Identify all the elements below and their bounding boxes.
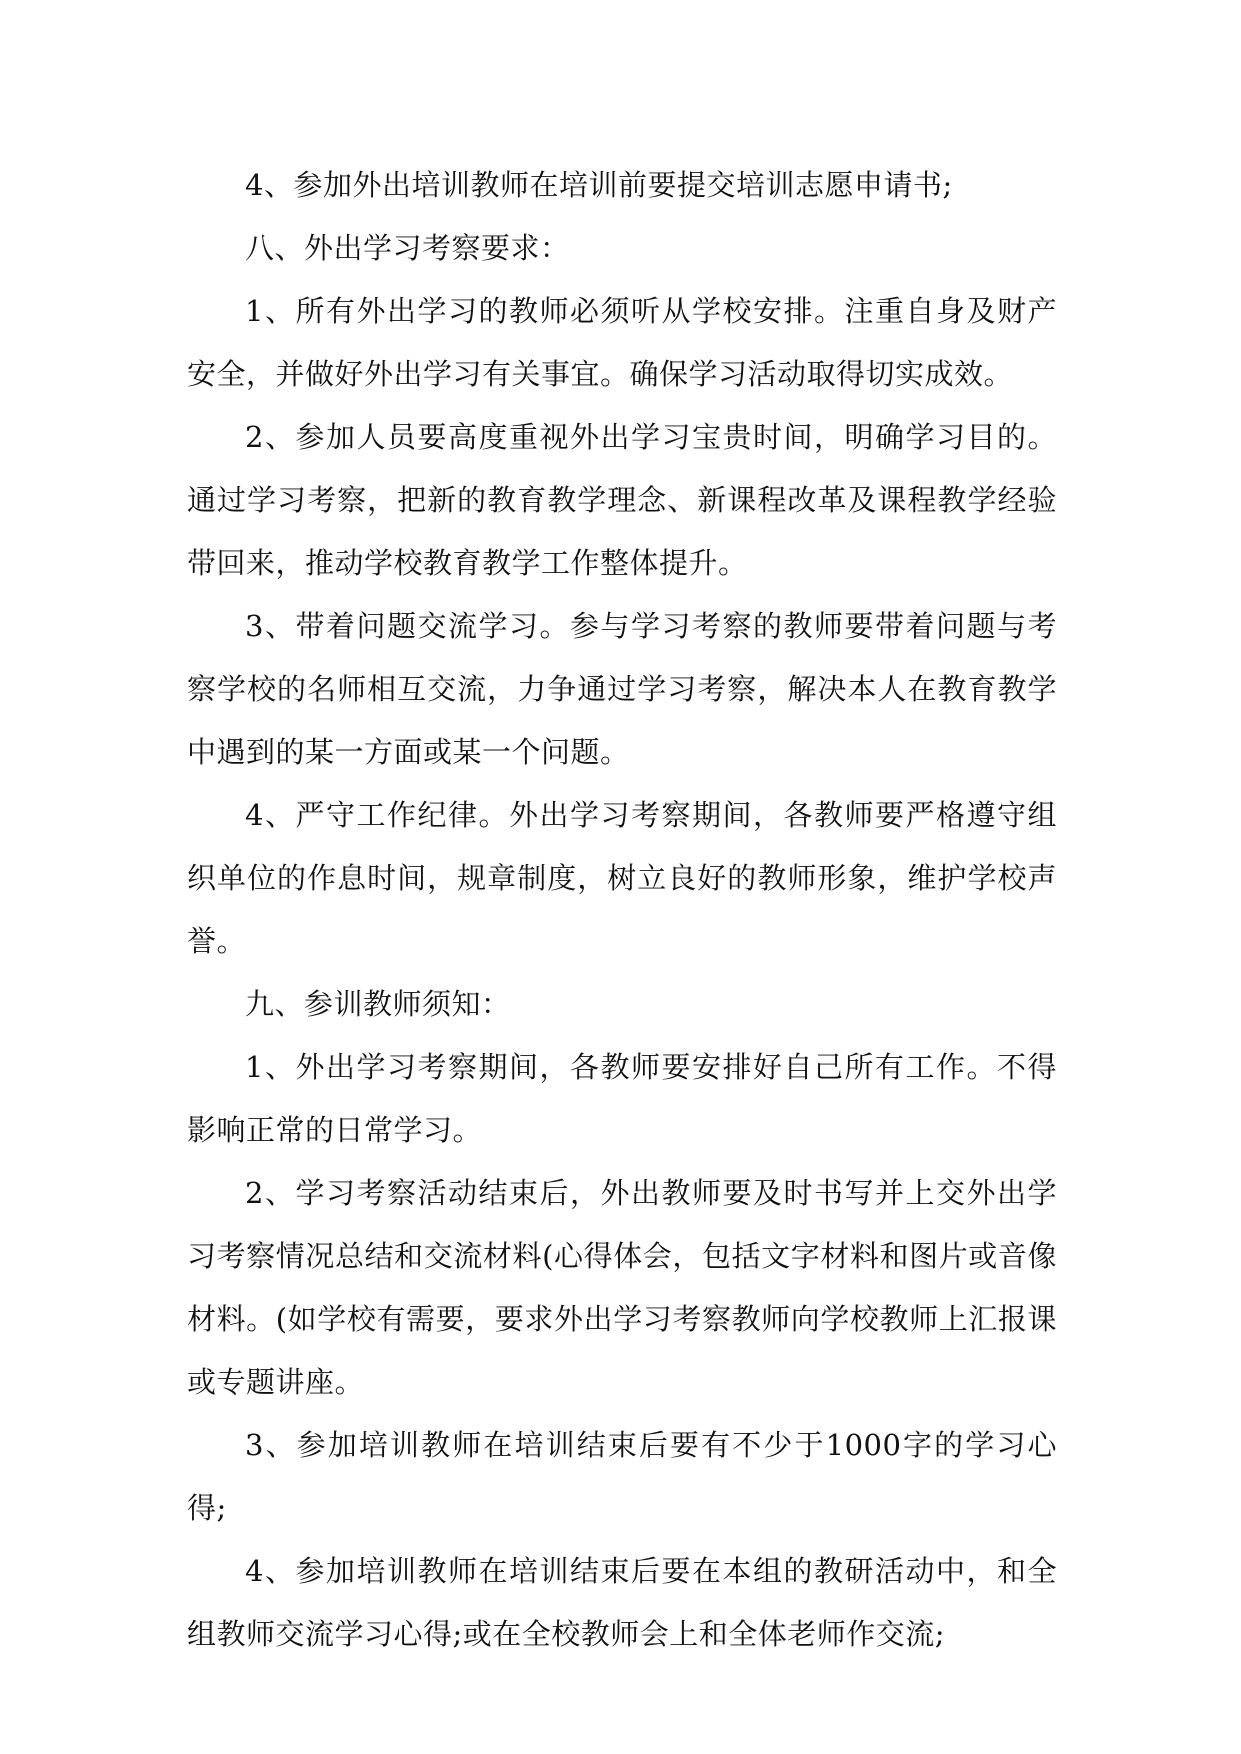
paragraph-item-1-arrange-work: 1、外出学习考察期间，各教师要安排好自己所有工作。不得影响正常的日常学习。 bbox=[187, 1050, 1057, 1147]
section-heading-8: 八、外出学习考察要求： bbox=[245, 231, 570, 265]
paragraph-item-3-exchange-questions: 3、带着问题交流学习。参与学习考察的教师要带着问题与考察学校的名师相互交流，力争通过学习考察，解决本人在教育教学中遇到的某一方面或某一个问题。 bbox=[187, 609, 1057, 769]
paragraph-item-2-value-time: 2、参加人员要高度重视外出学习宝贵时间，明确学习目的。通过学习考察，把新的教育教学理念、新课程改革及课程教学经验带回来，推动学校教育教学工作整体提升。 bbox=[187, 420, 1057, 580]
paragraph-item-3-study-notes: 3、参加培训教师在培训结束后要有不少于1000字的学习心得; bbox=[187, 1428, 1057, 1525]
section-heading-9: 九、参训教师须知： bbox=[245, 987, 511, 1021]
paragraph-item-2-summary-materials: 2、学习考察活动结束后，外出教师要及时书写并上交外出学习考察情况总结和交流材料(心得体会，包括文字材料和图片或音像材料。(如学校有需要，要求外出学习考察教师向学校教师上汇报课或专题讲座。 bbox=[187, 1176, 1057, 1399]
paragraph-item-1-obey-arrangement: 1、所有外出学习的教师必须听从学校安排。注重自身及财产安全，并做好外出学习有关事宜。确保学习活动取得切实成效。 bbox=[187, 294, 1057, 391]
paragraph-item-4-discipline: 4、严守工作纪律。外出学习考察期间，各教师要严格遵守组织单位的作息时间，规章制度，树立良好的教师形象，维护学校声誉。 bbox=[187, 798, 1057, 958]
paragraph-item-4-share-experience: 4、参加培训教师在培训结束后要在本组的教研活动中，和全组教师交流学习心得;或在全校教师会上和全体老师作交流; bbox=[187, 1554, 1057, 1651]
paragraph-item-4-training-application: 4、参加外出培训教师在培训前要提交培训志愿申请书; bbox=[245, 168, 953, 202]
document-page bbox=[187, 154, 1057, 1666]
